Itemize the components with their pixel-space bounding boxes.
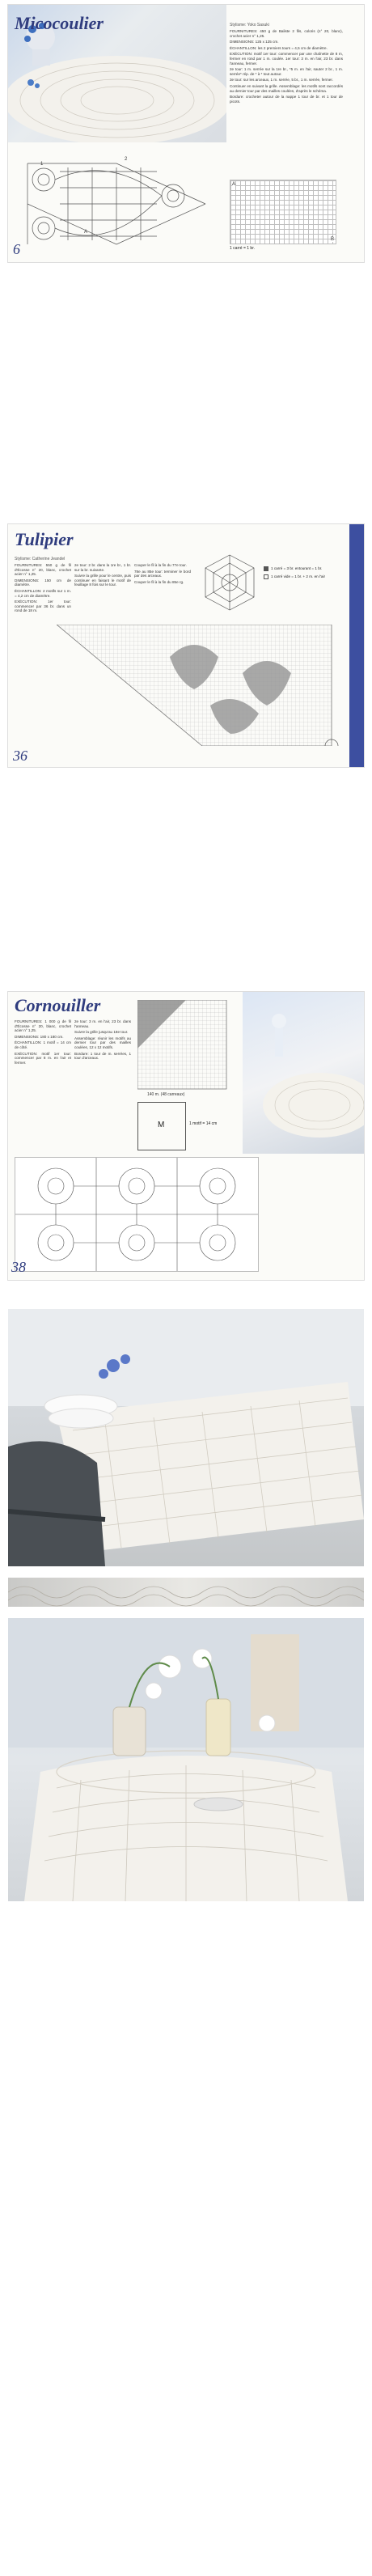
page-number: 6: [13, 241, 20, 257]
page-cornouiller: [8, 992, 364, 1280]
instruction-paragraph: FOURNITURES: 450 g de Baliste 2 fils, coloris (n° 20, blanc), crochet acier n° 1,25.: [230, 29, 343, 38]
instruction-paragraph: Bordure: 1 tour de m. serrées, 1 tour d'arceaux.: [74, 1051, 131, 1061]
motif-caption: 1 motif = 14 cm: [189, 1121, 218, 1126]
cornouiller-photo-inset: [243, 992, 364, 1154]
lace-diagram-svg: [11, 147, 225, 257]
tablecloth-photo-2-illustration: [8, 1618, 364, 1901]
instruction-paragraph: ÉCHANTILLON: les 2 premiers tours = 4,5 cm de diamètre.: [230, 45, 328, 50]
instruction-paragraph: DIMENSIONS: 125 x 125 cm.: [230, 40, 279, 44]
legend-text: 1 carré = 3 br. entourant = 1 br.: [271, 566, 323, 570]
diagram-label: A: [84, 230, 88, 235]
instructions-column: [15, 563, 71, 615]
instruction-paragraph: Continuer en suivant la grille. Assemblage: les motifs sont raccordés au dernier tour par des mailles coulées, d'après le schéma.: [230, 83, 343, 93]
instructions-column: [134, 563, 191, 586]
instruction-paragraph: DIMENSIONS: 180 x 180 cm.: [15, 1034, 64, 1039]
page-title: Tulipier: [15, 529, 74, 549]
crochet-grid-chart: [230, 180, 336, 244]
instruction-paragraph: DIMENSIONS: 150 cm de diamètre.: [15, 578, 71, 587]
lace-strip-photo: [8, 1578, 364, 1607]
diagram-label: 1: [40, 162, 44, 167]
instruction-paragraph: Couper le fil à la fin du 85e rg.: [134, 579, 184, 584]
tablecloth-photo-2: [8, 1618, 364, 1901]
instructions-column: [230, 29, 343, 105]
page-title: Cornouiller: [15, 995, 101, 1015]
instruction-paragraph: EXÉCUTION: motif 1er tour: commencer par 8 m. en l'air et fermer.: [15, 1051, 71, 1065]
tulip-grid-chart-svg: [57, 625, 348, 746]
legend-item: [264, 566, 348, 571]
instruction-paragraph: EXÉCUTION: motif 1er tour: commencer par une chaînette de 8 m, fermer en rond par 1 m. coulée. 1er tour: 3 m. en l'air, 23 br. dans l'anneau, fermer.: [230, 52, 343, 66]
instruction-paragraph: 78e au 85e tour: terminer le bord par des arceaux.: [134, 569, 191, 578]
lace-motif-diagram-svg: [15, 1158, 258, 1271]
lace-strip-illustration: [8, 1578, 364, 1607]
decorative-band: [349, 524, 364, 767]
tulip-grid-chart: [57, 625, 348, 746]
legend: [264, 566, 348, 579]
instruction-paragraph: 2e tour: 3 m. en l'air, 23 br. dans l'anneau.: [74, 1019, 131, 1028]
instruction-paragraph: 2e tour: 1 m. serrée sur la 1re br., *5 m. en l'air, sauter 2 br., 1 m. serrée* rép. de * à * tout autour.: [230, 67, 343, 76]
legend-item: [264, 574, 348, 579]
page-title: Micocoulier: [15, 13, 104, 33]
cornouiller-grid-chart-svg: [137, 1000, 235, 1097]
instruction-paragraph: EXÉCUTION: 1er tour: commencer par 36 br. dans un rond de 18 m.: [15, 600, 71, 613]
motif-label: M: [158, 1121, 165, 1129]
instruction-paragraph: Couper le fil à la fin du 77e tour.: [134, 563, 187, 567]
instruction-paragraph: FOURNITURES: 550 g de fil d'Écosse n° 20, blanc, crochet acier n° 1,25.: [15, 563, 71, 577]
legend-text: 1 carré vide = 1 br. + 2 m. en l'air: [271, 574, 326, 578]
instructions-column: [15, 1019, 71, 1066]
instruction-paragraph: 2e tour: 2 br. dans la 1re br., 1 br. sur la br. suivante.: [74, 563, 131, 572]
page-number: 36: [13, 748, 27, 764]
instruction-paragraph: Suivre la grille pour le centre, puis continuer en faisant le motif de feuillage 8 fois sur le tour.: [74, 574, 131, 587]
designer-credit: Stylisme: Yoko Sasuki: [230, 23, 269, 28]
motif-square: [137, 1102, 186, 1150]
page-micocoulier: [8, 5, 364, 262]
tablecloth-photo-1: [8, 1309, 364, 1566]
instructions-column: [74, 1019, 131, 1062]
page-tulipier: [8, 524, 364, 767]
lace-diagram: [11, 147, 225, 257]
cornouiller-grid-chart: [137, 1000, 235, 1097]
grid-label-b: B: [330, 237, 334, 242]
cornouiller-photo-illustration: [243, 992, 364, 1154]
instruction-paragraph: ÉCHANTILLON: 1 motif = 14 cm de côté.: [15, 1040, 71, 1049]
tablecloth-photo-1-illustration: [8, 1309, 364, 1566]
instruction-paragraph: ÉCHANTILLON: 2 motifs sur 1 m. = 4,2 cm de diamètre.: [15, 588, 71, 598]
designer-credit: Stylisme: Catherine Jeandel: [15, 557, 66, 561]
diagram-label: 2: [125, 157, 128, 162]
grid-caption: 1 carré = 1 br.: [230, 246, 255, 251]
instructions-column: [74, 563, 131, 589]
lace-motif-diagram: [15, 1157, 259, 1272]
instruction-paragraph: Assemblage: réunir les motifs au dernier tour par des mailles coulées, 12 x 12 motifs.: [74, 1036, 131, 1049]
legend-swatch-empty: [264, 574, 268, 579]
motif-diagram-svg: [199, 552, 260, 613]
instruction-paragraph: 3e tour: sur les arceaux, 1 m. serrée, 5 br., 1 m. serrée, fermer.: [230, 78, 333, 83]
grid-label-a: A: [232, 182, 236, 187]
instruction-paragraph: Suivre la grille jusqu'au 18e tour.: [74, 1030, 129, 1035]
page-number: 38: [11, 1259, 26, 1275]
instruction-paragraph: Bordure: crocheter autour de la nappe 1 tour de br. et 1 tour de picots.: [230, 95, 343, 104]
grid-label: 140 m. (48 carreaux): [147, 1092, 185, 1097]
legend-swatch-filled: [264, 566, 268, 571]
motif-diagram: [199, 552, 260, 613]
instruction-paragraph: FOURNITURES: 1 000 g de fil d'Écosse n° 20, blanc, crochet acier n° 1,25.: [15, 1019, 71, 1033]
